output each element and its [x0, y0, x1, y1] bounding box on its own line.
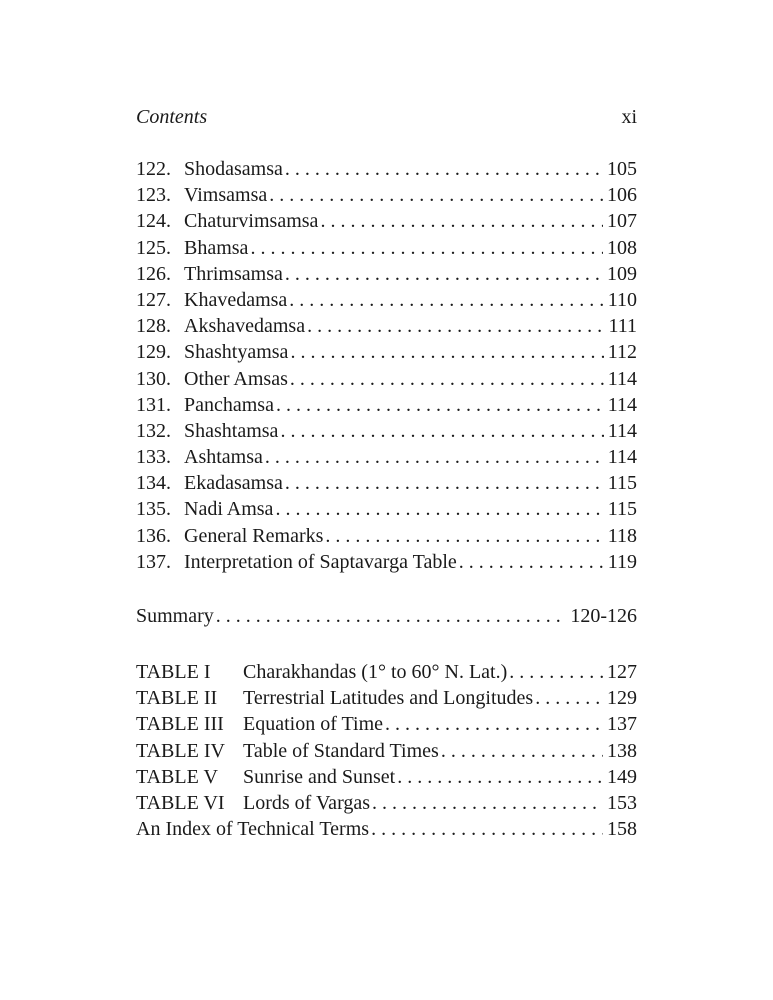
- toc-entry[interactable]: [136, 208, 637, 234]
- entry-page: 137: [607, 713, 637, 736]
- table-entries: [136, 659, 637, 842]
- entry-number: 132.: [136, 419, 171, 442]
- entry-title: Chaturvimsamsa: [184, 210, 319, 233]
- dot-leader: [250, 235, 603, 261]
- entry-page: 109: [607, 262, 637, 285]
- toc-table-entry[interactable]: [136, 764, 637, 790]
- toc-entry[interactable]: [136, 392, 637, 418]
- toc-entry-index[interactable]: [136, 816, 637, 842]
- toc-entry[interactable]: [136, 313, 637, 339]
- entry-page: 118: [607, 524, 637, 547]
- entry-number: 136.: [136, 524, 171, 547]
- entry-page: 108: [607, 236, 637, 259]
- toc-entry[interactable]: [136, 156, 637, 182]
- entry-number: 123.: [136, 184, 171, 207]
- entry-number: 130.: [136, 367, 171, 390]
- toc-entry[interactable]: [136, 549, 637, 575]
- dot-leader: [371, 816, 603, 842]
- dot-leader: [307, 313, 604, 339]
- toc-entry-summary[interactable]: [136, 603, 637, 629]
- entry-title: Equation of Time: [243, 713, 384, 736]
- entry-number: 135.: [136, 498, 171, 521]
- section-entries: [136, 156, 637, 575]
- dot-leader: [290, 339, 603, 365]
- entry-title: Other Amsas: [184, 367, 288, 390]
- entry-title: Table of Standard Times: [243, 739, 439, 762]
- dot-leader: [509, 659, 603, 685]
- entry-page: 119: [607, 550, 637, 573]
- entry-page: 105: [607, 158, 637, 180]
- page-folio: xi: [621, 106, 637, 128]
- entry-title: Interpretation of Saptavarga Table: [184, 550, 457, 573]
- toc-table-entry[interactable]: [136, 790, 637, 816]
- entry-title: Nadi Amsa: [184, 498, 274, 521]
- toc-entry[interactable]: [136, 182, 637, 208]
- dot-leader: [269, 182, 603, 208]
- entry-number: 126.: [136, 262, 171, 285]
- dot-leader: [325, 523, 603, 549]
- dot-leader: [285, 470, 604, 496]
- entry-page: 115: [607, 472, 637, 495]
- dot-leader: [285, 261, 603, 287]
- toc-table-entry[interactable]: [136, 738, 637, 764]
- entry-table-label: TABLE I: [136, 661, 211, 683]
- entry-table-label: TABLE V: [136, 765, 218, 788]
- entry-title: Charakhandas (1° to 60° N. Lat.): [243, 661, 508, 683]
- entry-title: Thrimsamsa: [184, 262, 283, 285]
- entry-page: 149: [607, 765, 637, 788]
- running-head-title: Contents: [136, 106, 208, 128]
- entry-number: 129.: [136, 341, 171, 364]
- dot-leader: [289, 287, 603, 313]
- entry-page: 114: [607, 367, 637, 390]
- entry-page: 115: [607, 498, 637, 521]
- entry-title: Shashtamsa: [184, 419, 279, 442]
- entry-title: Akshavedamsa: [184, 315, 306, 338]
- entry-page: 114: [607, 393, 637, 416]
- entry-title: Ashtamsa: [184, 446, 263, 469]
- dot-leader: [276, 392, 604, 418]
- dot-leader: [320, 208, 603, 234]
- entry-title: General Remarks: [184, 524, 324, 547]
- entry-title: Sunrise and Sunset: [243, 765, 396, 788]
- entry-table-label: TABLE II: [136, 687, 218, 710]
- entry-table-label: TABLE III: [136, 713, 224, 736]
- entry-page: 129: [607, 687, 637, 710]
- entry-title: Lords of Vargas: [243, 791, 371, 814]
- dot-leader: [441, 738, 603, 764]
- entry-title: Khavedamsa: [184, 288, 288, 311]
- dot-leader: [265, 444, 604, 470]
- entry-number: 128.: [136, 315, 171, 338]
- running-head: [136, 104, 637, 130]
- entry-number: 125.: [136, 236, 171, 259]
- entry-page: 153: [607, 791, 637, 814]
- entry-page: 114: [607, 419, 637, 442]
- entry-page: 158: [607, 818, 637, 841]
- dot-leader: [285, 156, 603, 182]
- entry-number: 133.: [136, 446, 171, 469]
- entry-number: 131.: [136, 393, 171, 416]
- entry-page: 138: [607, 739, 637, 762]
- dot-leader: [459, 549, 604, 575]
- dot-leader: [385, 711, 603, 737]
- summary-entry-block: [136, 603, 637, 629]
- toc-table-entry[interactable]: [136, 659, 637, 685]
- entry-table-label: TABLE VI: [136, 791, 225, 814]
- entry-title: Panchamsa: [184, 393, 274, 416]
- dot-leader: [275, 496, 603, 522]
- toc-entry[interactable]: [136, 523, 637, 549]
- entry-table-label: TABLE IV: [136, 739, 225, 762]
- entry-number: 127.: [136, 288, 171, 311]
- entry-title: Vimsamsa: [184, 184, 268, 207]
- dot-leader: [216, 603, 567, 629]
- entry-page: 106: [607, 184, 637, 207]
- toc-table-entry[interactable]: [136, 685, 637, 711]
- toc-entry[interactable]: [136, 366, 637, 392]
- entry-page: 114: [607, 446, 637, 469]
- toc-entry[interactable]: [136, 235, 637, 261]
- entry-title: An Index of Technical Terms: [136, 818, 370, 841]
- entry-page: 110: [607, 288, 637, 311]
- toc-entry[interactable]: [136, 339, 637, 365]
- entry-title: Bhamsa: [184, 236, 249, 259]
- dot-leader: [372, 790, 603, 816]
- entry-title: Ekadasamsa: [184, 472, 283, 495]
- entry-title: Shodasamsa: [184, 158, 283, 180]
- dot-leader: [535, 685, 603, 711]
- toc-entry[interactable]: [136, 287, 637, 313]
- toc-entry[interactable]: [136, 470, 637, 496]
- toc-entry[interactable]: [136, 496, 637, 522]
- entry-page: 107: [607, 210, 637, 233]
- entry-number: 134.: [136, 472, 171, 495]
- dot-leader: [280, 418, 603, 444]
- entry-title: Summary: [136, 605, 214, 627]
- dot-leader: [290, 366, 604, 392]
- entry-title: Shashtyamsa: [184, 341, 289, 364]
- entry-page: 111: [608, 315, 637, 338]
- toc-table-entry[interactable]: [136, 711, 637, 737]
- entry-number: 124.: [136, 210, 171, 233]
- entry-page: 127: [607, 661, 637, 683]
- dot-leader: [397, 764, 603, 790]
- entry-title: Terrestrial Latitudes and Longitudes: [243, 687, 534, 710]
- entry-number: 137.: [136, 550, 171, 573]
- toc-entry[interactable]: [136, 261, 637, 287]
- entry-page: 120-126: [570, 605, 637, 627]
- entry-number: 122.: [136, 158, 171, 180]
- toc-entry[interactable]: [136, 444, 637, 470]
- toc-entry[interactable]: [136, 418, 637, 444]
- entry-page: 112: [607, 341, 637, 364]
